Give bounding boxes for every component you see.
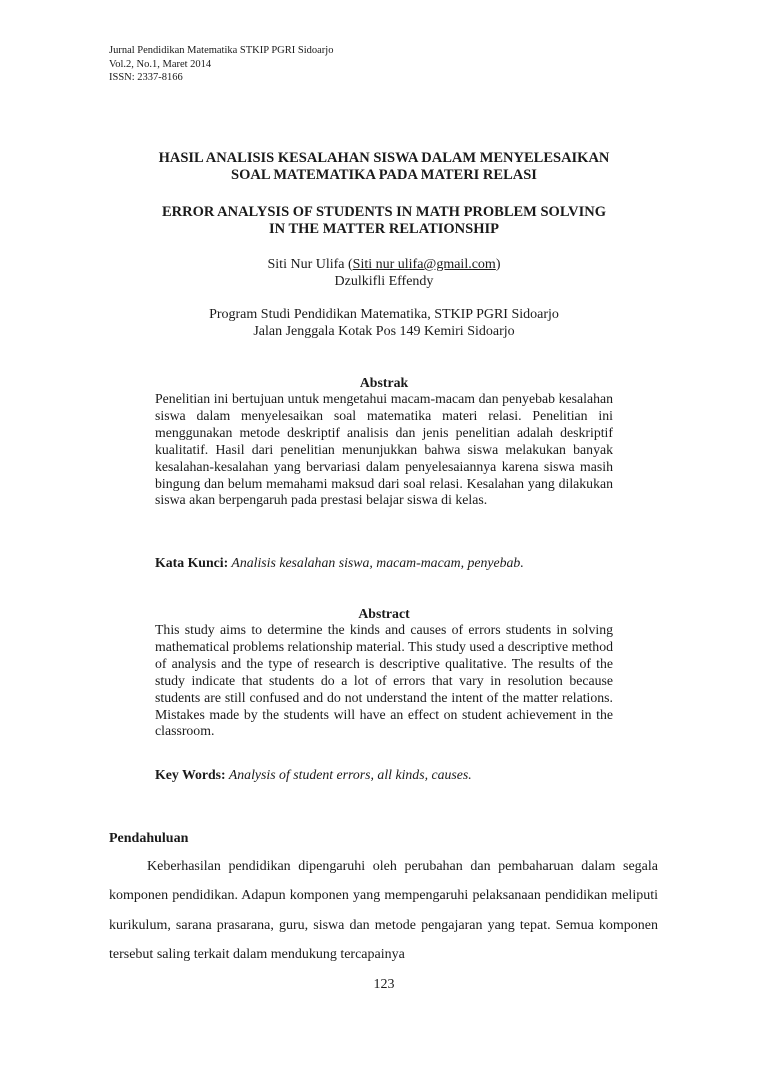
affiliation	[100, 306, 668, 340]
key-words	[155, 766, 613, 783]
journal-volume: Vol.2, No.1, Maret 2014	[109, 58, 212, 70]
affiliation-line-1: Program Studi Pendidikan Matematika, STKIP PGRI Sidoarjo	[209, 307, 559, 322]
introduction-paragraph: Keberhasilan pendidikan dipengaruhi oleh perubahan dan pembaharuan dalam segala komponen pendidikan. Adapun komponen yang mempengaruhi pelaksanaan pendidikan meliputi kurikulum, sarana prasarana, guru, siswa dan metode pengajaran yang tepat. Semua komponen tersebut saling terkait dalam mendukung tercapainya	[109, 859, 658, 962]
journal-header	[109, 44, 333, 85]
author-1-email-link[interactable]: Siti nur ulifa@gmail.com	[352, 257, 496, 272]
key-words-label: Key Words:	[155, 767, 226, 782]
journal-issn: ISSN: 2337-8166	[109, 72, 183, 83]
abstrak-heading: Abstrak	[359, 375, 409, 390]
abstract-body: This study aims to determine the kinds and causes of errors students in solving mathematical problems relationship material. This study used a descriptive method of analysis and the type of research is descriptive qualitative. The results of the study indicate that students do a lot of errors that vary in resolution because students are still confused and do not understand the intent of the matter relations. Mistakes made by the students will have an effect on student achievement in the classroom.	[155, 622, 613, 739]
title-en-line-2: IN THE MATTER RELATIONSHIP	[268, 221, 500, 237]
kata-kunci-label: Kata Kunci:	[155, 555, 229, 570]
key-words-value: Analysis of student errors, all kinds, causes.	[225, 767, 472, 782]
author-1-close: )	[495, 257, 501, 272]
author-1	[100, 256, 668, 273]
abstract-heading: Abstract	[358, 606, 410, 621]
title-english	[100, 204, 668, 238]
section-heading-pendahuluan: Pendahuluan	[109, 831, 189, 846]
title-indonesian	[100, 150, 668, 184]
title-id-line-1: HASIL ANALISIS KESALAHAN SISWA DALAM MENYELESAIKAN	[158, 150, 610, 166]
author-2-name: Dzulkifli Effendy	[334, 274, 434, 289]
kata-kunci	[155, 554, 613, 571]
kata-kunci-value: Analisis kesalahan siswa, macam-macam, penyebab.	[228, 555, 524, 570]
author-1-name: Siti Nur Ulifa (	[267, 257, 353, 272]
title-en-line-1: ERROR ANALYSIS OF STUDENTS IN MATH PROBLEM SOLVING	[161, 204, 607, 220]
affiliation-line-2: Jalan Jenggala Kotak Pos 149 Kemiri Sidoarjo	[253, 324, 515, 339]
title-id-line-2: SOAL MATEMATIKA PADA MATERI RELASI	[231, 167, 537, 183]
authors	[100, 256, 668, 290]
abstrak-body: Penelitian ini bertujuan untuk mengetahui macam-macam dan penyebab kesalahan siswa dalam menyelesaikan soal matematika materi relasi. Penelitian ini menggunakan metode deskriptif analisis dan jenis penelitian adalah deskriptif kualitatif. Hasil dari penelitian menunjukkan bahwa siswa melakukan banyak kesalahan-kesalahan yang bervariasi dalam penyelesaiannya karena siswa masih bingung dan belum memahami maksud dari soal relasi. Kesalahan yang dilakukan siswa akan berpengaruh pada prestasi belajar siswa di kelas.	[155, 391, 613, 508]
journal-name: Jurnal Pendidikan Matematika STKIP PGRI Sidoarjo	[109, 45, 334, 56]
page-number: 123	[373, 977, 395, 992]
